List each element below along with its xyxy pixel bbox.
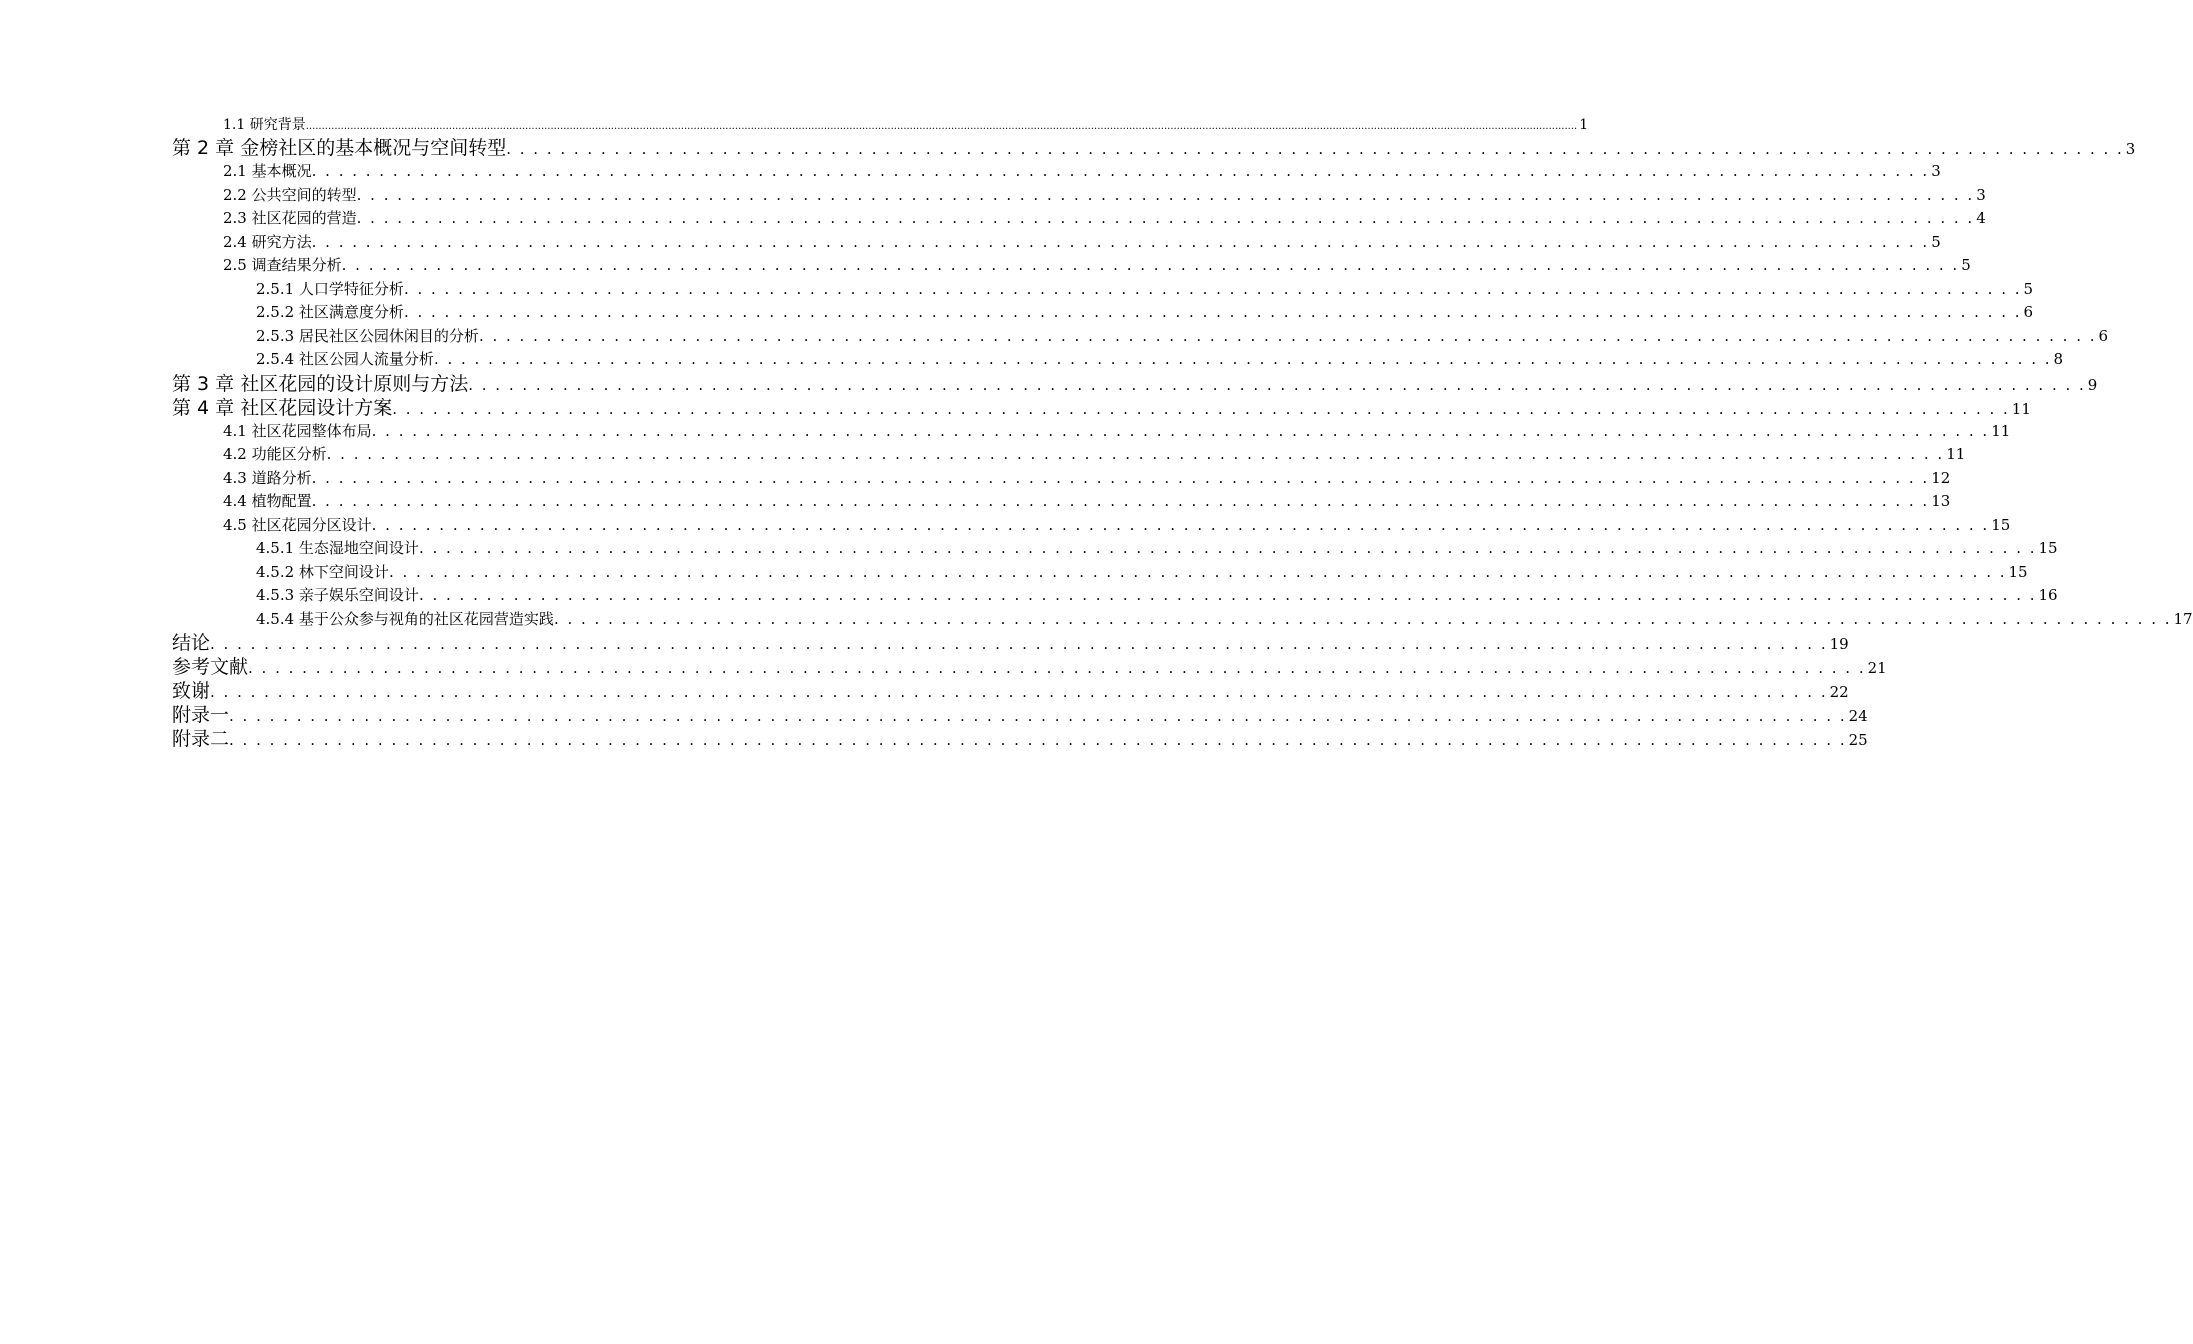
toc-entry-title: 2.3 社区花园的营造 [223, 209, 357, 227]
toc-entry-page-number: 15 [2008, 562, 2028, 581]
toc-entry[interactable] [172, 184, 1986, 208]
toc-entry-title: 4.3 道路分析 [223, 468, 312, 487]
toc-entry[interactable] [172, 396, 2031, 420]
dot-leader: . . . . . . . . . . . . . . . . . . . . . . . . . . . . . . . . . . . . . . . . . . . . . . . . . . . . . . . . . . . . . . . . . . . . . . . . . . . . . . . . . . . . . . . . . . . . . . . . . . . . . . . . . . . . . . . . . . . . . . . . [388, 562, 2007, 581]
table-of-contents [172, 114, 2193, 751]
toc-entry-title: 4.5.2 林下空间设计 [256, 562, 389, 581]
toc-entry[interactable] [172, 114, 1589, 136]
dot-leader: . . . . . . . . . . . . . . . . . . . . . . . . . . . . . . . . . . . . . . . . . . . . . . . . . . . . . . . . . . . . . . . . . . . . . . . . . . . . . . . . . . . . . . . . . . . . . . . . . . . . . . . . . . . . . . . . . . . . . . . . [311, 232, 1930, 251]
toc-entry-title: 1.1 研究背景 [223, 117, 306, 133]
toc-entry-page-number: 8 [2053, 350, 2064, 368]
toc-entry-title: 结论 [172, 632, 211, 654]
toc-entry[interactable] [172, 207, 1986, 231]
dot-leader: . . . . . . . . . . . . . . . . . . . . . . . . . . . . . . . . . . . . . . . . . . . . . . . . . . . . . . . . . . . . . . . . . . . . . . . . . . . . . . . . . . . . . . . . . . . . . . . . . . . . . . . . . . . . . . . . . . . . . . . . [311, 468, 1930, 487]
toc-entry-page-number: 11 [1991, 421, 2011, 440]
toc-entry-title: 附录一 [172, 704, 230, 726]
toc-entry[interactable] [172, 136, 2136, 160]
dot-leader: . . . . . . . . . . . . . . . . . . . . . . . . . . . . . . . . . . . . . . . . . . . . . . . . . . . . . . . . . . . . . . . . . . . . . . . . . . . . . . . . . . . . . . . . . . . . . . . . . . . . . . . . . . . . . . . . . . . . . . . . [371, 515, 1990, 534]
toc-entry-title: 2.5 调查结果分析 [223, 256, 342, 274]
toc-entry[interactable] [172, 443, 1966, 467]
toc-entry[interactable] [172, 537, 2058, 561]
toc-entry-title: 2.5.1 人口学特征分析 [256, 279, 404, 298]
toc-entry-page-number: 3 [2125, 140, 2136, 158]
toc-entry-title: 2.1 基本概况 [223, 162, 312, 180]
dot-leader: . . . . . . . . . . . . . . . . . . . . . . . . . . . . . . . . . . . . . . . . . . . . . . . . . . . . . . . . . . . . . . . . . . . . . . . . . . . . . . . . . . . . . . . . . . . . . . . . . . . . . . . . . . . . . . . . . . . . . . . . [403, 279, 2022, 298]
toc-entry-title: 2.2 公共空间的转型 [223, 185, 357, 204]
dot-leader: . . . . . . . . . . . . . . . . . . . . . . . . . . . . . . . . . . . . . . . . . . . . . . . . . . . . . . . . . . . . . . . . . . . . . . . . . . . . . . . . . . . . . . . . . . . . . . . . . . . . . . . . . . . . . . . . . . . . . . . . [341, 256, 1960, 274]
toc-entry-title: 2.5.3 居民社区公园休闲目的分析 [256, 326, 479, 345]
toc-entry[interactable] [172, 631, 1849, 655]
toc-entry-title: 第 2 章 金榜社区的基本概况与空间转型 [172, 137, 507, 159]
toc-entry[interactable] [172, 584, 2058, 608]
dot-leader: ................................................................................................................................................................................................................................................................................................................................................................................................................ [305, 121, 1578, 132]
dot-leader: . . . . . . . . . . . . . . . . . . . . . . . . . . . . . . . . . . . . . . . . . . . . . . . . . . . . . . . . . . . . . . . . . . . . . . . . . . . . . . . . . . . . . . . . . . . . . . . . . . . . . . . . . . . . . . . . . . . . . . . . [392, 399, 2010, 418]
toc-entry-page-number: 9 [2087, 375, 2098, 394]
toc-entry-page-number: 11 [2011, 399, 2031, 418]
dot-leader: . . . . . . . . . . . . . . . . . . . . . . . . . . . . . . . . . . . . . . . . . . . . . . . . . . . . . . . . . . . . . . . . . . . . . . . . . . . . . . . . . . . . . . . . . . . . . . . . . . . . . . . . . . . . . . . . . . . . . . . . [356, 209, 1975, 227]
toc-entry[interactable] [172, 679, 1849, 703]
toc-entry[interactable] [172, 490, 1951, 514]
toc-entry[interactable] [172, 254, 1971, 278]
toc-entry-page-number: 5 [2023, 279, 2034, 298]
toc-entry-page-number: 6 [2023, 303, 2034, 321]
toc-entry[interactable] [172, 325, 2109, 349]
toc-entry[interactable] [172, 160, 1941, 184]
dot-leader: . . . . . . . . . . . . . . . . . . . . . . . . . . . . . . . . . . . . . . . . . . . . . . . . . . . . . . . . . . . . . . . . . . . . . . . . . . . . . . . . . . . . . . . . . . . . . . . . . . . . . . . . . . . . . . . . . . . . . . . . [311, 162, 1930, 180]
toc-entry-title: 2.5.2 社区满意度分析 [256, 303, 404, 321]
toc-entry-page-number: 1 [1579, 117, 1589, 133]
toc-entry-page-number: 4 [1976, 209, 1986, 227]
toc-entry-page-number: 5 [1961, 256, 1971, 274]
toc-entry-page-number: 19 [1829, 635, 1849, 653]
toc-entry-page-number: 15 [1991, 515, 2011, 534]
toc-entry[interactable] [172, 420, 2011, 444]
toc-entry-page-number: 15 [2038, 539, 2058, 557]
toc-entry-page-number: 3 [1976, 185, 1986, 204]
toc-entry[interactable] [172, 514, 2011, 538]
toc-entry-page-number: 5 [1931, 232, 1941, 251]
toc-entry[interactable] [172, 301, 2034, 325]
dot-leader: . . . . . . . . . . . . . . . . . . . . . . . . . . . . . . . . . . . . . . . . . . . . . . . . . . . . . . . . . . . . . . . . . . . . . . . . . . . . . . . . . . . . . . . . . . . . . . . . . . . . . . . . . . . . . . . . . . . . . . . . [210, 635, 1828, 653]
toc-entry-title: 2.4 研究方法 [223, 232, 312, 251]
toc-entry-title: 致谢 [172, 680, 211, 702]
dot-leader: . . . . . . . . . . . . . . . . . . . . . . . . . . . . . . . . . . . . . . . . . . . . . . . . . . . . . . . . . . . . . . . . . . . . . . . . . . . . . . . . . . . . . . . . . . . . . . . . . . . . . . . . . . . . . . . . . . . . . . . . [418, 586, 2037, 604]
toc-entry-title: 4.1 社区花园整体布局 [223, 421, 372, 440]
toc-entry-title: 第 3 章 社区花园的设计原则与方法 [172, 372, 469, 395]
dot-leader: . . . . . . . . . . . . . . . . . . . . . . . . . . . . . . . . . . . . . . . . . . . . . . . . . . . . . . . . . . . . . . . . . . . . . . . . . . . . . . . . . . . . . . . . . . . . . . . . . . . . . . . . . . . . . . . . . . . . . . . . [326, 445, 1945, 463]
toc-entry-title: 2.5.4 社区公园人流量分析 [256, 350, 434, 368]
dot-leader: . . . . . . . . . . . . . . . . . . . . . . . . . . . . . . . . . . . . . . . . . . . . . . . . . . . . . . . . . . . . . . . . . . . . . . . . . . . . . . . . . . . . . . . . . . . . . . . . . . . . . . . . . . . . . . . . . . . . . . . . [248, 659, 1866, 677]
toc-entry-page-number: 22 [1829, 683, 1849, 701]
toc-entry-page-number: 24 [1848, 707, 1868, 725]
toc-entry[interactable] [172, 231, 1941, 255]
dot-leader: . . . . . . . . . . . . . . . . . . . . . . . . . . . . . . . . . . . . . . . . . . . . . . . . . . . . . . . . . . . . . . . . . . . . . . . . . . . . . . . . . . . . . . . . . . . . . . . . . . . . . . . . . . . . . . . . . . . . . . . . [553, 609, 2172, 628]
toc-entry-title: 4.4 植物配置 [223, 492, 312, 510]
dot-leader: . . . . . . . . . . . . . . . . . . . . . . . . . . . . . . . . . . . . . . . . . . . . . . . . . . . . . . . . . . . . . . . . . . . . . . . . . . . . . . . . . . . . . . . . . . . . . . . . . . . . . . . . . . . . . . . . . . . . . . . . [418, 539, 2037, 557]
toc-entry-page-number: 16 [2038, 586, 2058, 604]
toc-entry[interactable] [172, 727, 1868, 751]
toc-entry-page-number: 13 [1931, 492, 1951, 510]
toc-entry[interactable] [172, 278, 2034, 302]
toc-entry-title: 附录二 [172, 728, 230, 750]
toc-entry[interactable] [172, 348, 2064, 372]
dot-leader: . . . . . . . . . . . . . . . . . . . . . . . . . . . . . . . . . . . . . . . . . . . . . . . . . . . . . . . . . . . . . . . . . . . . . . . . . . . . . . . . . . . . . . . . . . . . . . . . . . . . . . . . . . . . . . . . . . . . . . . . [478, 326, 2097, 345]
toc-entry-title: 4.5.4 基于公众参与视角的社区花园营造实践 [256, 609, 554, 628]
toc-entry-title: 4.2 功能区分析 [223, 445, 327, 463]
toc-entry-title: 参考文献 [172, 656, 249, 678]
toc-entry[interactable] [172, 561, 2028, 585]
toc-entry[interactable] [172, 655, 1887, 679]
toc-entry-page-number: 25 [1848, 731, 1868, 749]
dot-leader: . . . . . . . . . . . . . . . . . . . . . . . . . . . . . . . . . . . . . . . . . . . . . . . . . . . . . . . . . . . . . . . . . . . . . . . . . . . . . . . . . . . . . . . . . . . . . . . . . . . . . . . . . . . . . . . . . . . . . . . . [311, 492, 1930, 510]
dot-leader: . . . . . . . . . . . . . . . . . . . . . . . . . . . . . . . . . . . . . . . . . . . . . . . . . . . . . . . . . . . . . . . . . . . . . . . . . . . . . . . . . . . . . . . . . . . . . . . . . . . . . . . . . . . . . . . . . . . . . . . . [210, 683, 1828, 701]
toc-entry-page-number: 3 [1931, 162, 1941, 180]
toc-entry-title: 4.5.1 生态湿地空间设计 [256, 539, 419, 557]
dot-leader: . . . . . . . . . . . . . . . . . . . . . . . . . . . . . . . . . . . . . . . . . . . . . . . . . . . . . . . . . . . . . . . . . . . . . . . . . . . . . . . . . . . . . . . . . . . . . . . . . . . . . . . . . . . . . . . . . . . . . . . . [371, 421, 1990, 440]
dot-leader: . . . . . . . . . . . . . . . . . . . . . . . . . . . . . . . . . . . . . . . . . . . . . . . . . . . . . . . . . . . . . . . . . . . . . . . . . . . . . . . . . . . . . . . . . . . . . . . . . . . . . . . . . . . . . . . . . . . . . . . . [433, 350, 2052, 368]
toc-entry-title: 第 4 章 社区花园设计方案 [172, 396, 393, 419]
toc-entry[interactable] [172, 467, 1951, 491]
toc-entry-title: 4.5.3 亲子娱乐空间设计 [256, 586, 419, 604]
toc-entry-page-number: 6 [2098, 326, 2109, 345]
toc-entry[interactable] [172, 608, 2193, 632]
dot-leader: . . . . . . . . . . . . . . . . . . . . . . . . . . . . . . . . . . . . . . . . . . . . . . . . . . . . . . . . . . . . . . . . . . . . . . . . . . . . . . . . . . . . . . . . . . . . . . . . . . . . . . . . . . . . . . . . . . . . . . . . [506, 140, 2124, 158]
dot-leader: . . . . . . . . . . . . . . . . . . . . . . . . . . . . . . . . . . . . . . . . . . . . . . . . . . . . . . . . . . . . . . . . . . . . . . . . . . . . . . . . . . . . . . . . . . . . . . . . . . . . . . . . . . . . . . . . . . . . . . . . [403, 303, 2022, 321]
toc-entry-title: 4.5 社区花园分区设计 [223, 515, 372, 534]
toc-entry[interactable] [172, 372, 2098, 396]
toc-entry-page-number: 11 [1946, 445, 1966, 463]
toc-entry-page-number: 21 [1867, 659, 1887, 677]
toc-entry-page-number: 17 [2173, 609, 2193, 628]
dot-leader: . . . . . . . . . . . . . . . . . . . . . . . . . . . . . . . . . . . . . . . . . . . . . . . . . . . . . . . . . . . . . . . . . . . . . . . . . . . . . . . . . . . . . . . . . . . . . . . . . . . . . . . . . . . . . . . . . . . . . . . . [229, 707, 1847, 725]
dot-leader: . . . . . . . . . . . . . . . . . . . . . . . . . . . . . . . . . . . . . . . . . . . . . . . . . . . . . . . . . . . . . . . . . . . . . . . . . . . . . . . . . . . . . . . . . . . . . . . . . . . . . . . . . . . . . . . . . . . . . . . . [468, 375, 2086, 394]
dot-leader: . . . . . . . . . . . . . . . . . . . . . . . . . . . . . . . . . . . . . . . . . . . . . . . . . . . . . . . . . . . . . . . . . . . . . . . . . . . . . . . . . . . . . . . . . . . . . . . . . . . . . . . . . . . . . . . . . . . . . . . . [229, 731, 1847, 749]
toc-entry-page-number: 12 [1931, 468, 1951, 487]
dot-leader: . . . . . . . . . . . . . . . . . . . . . . . . . . . . . . . . . . . . . . . . . . . . . . . . . . . . . . . . . . . . . . . . . . . . . . . . . . . . . . . . . . . . . . . . . . . . . . . . . . . . . . . . . . . . . . . . . . . . . . . . [356, 185, 1975, 204]
toc-entry[interactable] [172, 703, 1868, 727]
